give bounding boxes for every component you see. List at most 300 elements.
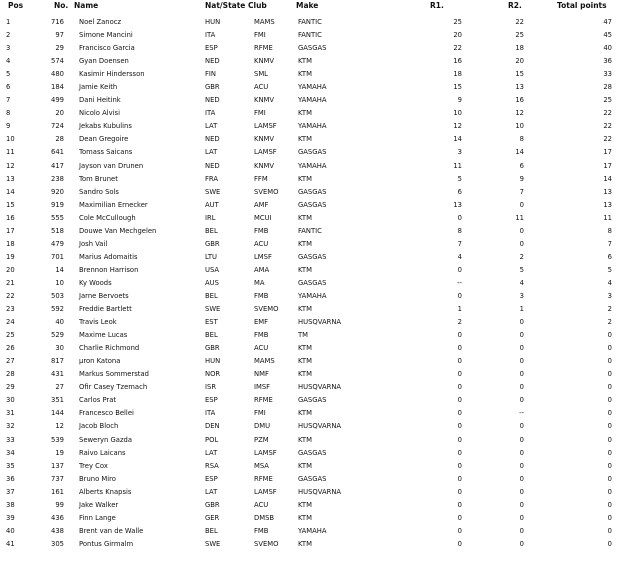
cell-number: 641: [51, 148, 64, 157]
cell-r1: 6: [457, 187, 462, 196]
cell-r1: 0: [457, 422, 462, 431]
cell-r1: 2: [457, 318, 462, 327]
cell-pos: 20: [6, 265, 15, 274]
cell-number: 351: [51, 396, 64, 405]
table-row: [0, 473, 621, 486]
cell-pos: 14: [6, 187, 15, 196]
cell-pos: 26: [6, 344, 15, 353]
cell-r2: 0: [519, 239, 524, 248]
cell-total: 17: [603, 148, 612, 157]
table-row: [0, 434, 621, 447]
cell-rider-name: Trey Cox: [79, 461, 108, 470]
cell-rider-name: Carlos Prat: [79, 396, 117, 405]
header-name: Name: [74, 1, 99, 10]
cell-club: RFME: [254, 44, 273, 53]
cell-pos: 41: [6, 539, 15, 548]
cell-rider-name: Alberts Knapsis: [79, 487, 132, 496]
cell-club: LAMSF: [254, 122, 277, 131]
cell-club: AMF: [254, 200, 269, 209]
cell-number: 12: [55, 422, 64, 431]
cell-make: GASGAS: [298, 252, 327, 261]
cell-make: KTM: [298, 57, 312, 66]
cell-make: YAMAHA: [298, 96, 327, 105]
cell-pos: 3: [6, 44, 11, 53]
cell-nat: NED: [205, 161, 220, 170]
cell-make: GASGAS: [298, 396, 327, 405]
cell-pos: 36: [6, 474, 15, 483]
cell-pos: 24: [6, 318, 15, 327]
cell-pos: 16: [6, 213, 15, 222]
cell-rider-name: Marius Adomaitis: [79, 252, 138, 261]
cell-nat: ESP: [205, 474, 218, 483]
cell-r2: 0: [519, 461, 524, 470]
cell-number: 518: [51, 226, 64, 235]
table-row: [0, 264, 621, 277]
cell-make: KTM: [298, 70, 312, 79]
cell-number: 592: [51, 305, 64, 314]
table-row: [0, 407, 621, 420]
cell-r1: 3: [457, 148, 462, 157]
cell-r2: 22: [515, 18, 524, 26]
cell-total: 3: [607, 291, 612, 300]
cell-r1: 5: [457, 174, 462, 183]
cell-nat: ISR: [205, 383, 217, 392]
cell-r1: 0: [457, 357, 462, 366]
cell-r2: 2: [519, 252, 524, 261]
cell-make: KTM: [298, 500, 312, 509]
cell-r2: 16: [515, 96, 524, 105]
header-make: Make: [296, 1, 319, 10]
cell-r1: 20: [453, 31, 462, 40]
cell-make: FANTIC: [298, 18, 322, 26]
cell-r1: 0: [457, 461, 462, 470]
cell-club: LMSF: [254, 252, 272, 261]
header-r1: R1.: [430, 1, 444, 10]
cell-pos: 27: [6, 357, 15, 366]
cell-r1: 0: [457, 409, 462, 418]
cell-make: GASGAS: [298, 148, 327, 157]
cell-r2: 0: [519, 513, 524, 522]
cell-pos: 30: [6, 396, 15, 405]
cell-rider-name: Jake Walker: [79, 500, 119, 509]
table-row: [0, 94, 621, 107]
cell-r2: 1: [519, 305, 524, 314]
cell-nat: BEL: [205, 226, 218, 235]
cell-club: FMB: [254, 331, 269, 340]
cell-number: 539: [51, 435, 64, 444]
cell-r2: 18: [515, 44, 524, 53]
cell-nat: LTU: [205, 252, 217, 261]
cell-pos: 25: [6, 331, 15, 340]
cell-nat: BEL: [205, 331, 218, 340]
cell-make: GASGAS: [298, 448, 327, 457]
cell-pos: 34: [6, 448, 15, 457]
cell-club: KNMV: [254, 57, 275, 66]
cell-club: FMB: [254, 526, 269, 535]
table-row: [0, 186, 621, 199]
table-row: [0, 290, 621, 303]
table-row: [0, 173, 621, 186]
cell-r2: 6: [519, 161, 524, 170]
cell-total: 0: [607, 357, 612, 366]
cell-make: KTM: [298, 344, 312, 353]
cell-rider-name: Raivo Laicans: [79, 448, 126, 457]
cell-rider-name: Brent van de Walle: [79, 526, 144, 535]
cell-r1: 0: [457, 526, 462, 535]
cell-r1: 0: [457, 500, 462, 509]
cell-pos: 32: [6, 422, 15, 431]
cell-nat: NED: [205, 57, 220, 66]
table-row: [0, 512, 621, 525]
cell-number: 574: [51, 57, 64, 66]
cell-pos: 33: [6, 435, 15, 444]
table-row: [0, 368, 621, 381]
cell-total: 0: [607, 344, 612, 353]
table-row: [0, 68, 621, 81]
cell-club: MAMS: [254, 357, 275, 366]
cell-r2: 0: [519, 331, 524, 340]
header-total: Total points: [557, 1, 607, 10]
cell-r1: 22: [453, 44, 462, 53]
cell-nat: GBR: [205, 344, 220, 353]
cell-rider-name: Jamie Keith: [79, 83, 118, 92]
cell-rider-name: Finn Lange: [79, 513, 116, 522]
cell-number: 529: [51, 331, 64, 340]
cell-r1: 0: [457, 396, 462, 405]
cell-r2: 13: [515, 83, 524, 92]
cell-make: KTM: [298, 265, 312, 274]
table-row: [0, 16, 621, 29]
cell-make: KTM: [298, 409, 312, 418]
cell-pos: 8: [6, 109, 11, 118]
cell-r2: 0: [519, 383, 524, 392]
cell-pos: 9: [6, 122, 11, 131]
cell-pos: 40: [6, 526, 15, 535]
cell-r2: 15: [515, 70, 524, 79]
cell-nat: GER: [205, 513, 220, 522]
cell-number: 436: [51, 513, 64, 522]
cell-club: ACU: [254, 83, 269, 92]
table-row: [0, 238, 621, 251]
cell-number: 920: [51, 187, 64, 196]
cell-r2: 0: [519, 318, 524, 327]
cell-make: YAMAHA: [298, 83, 327, 92]
cell-total: 0: [607, 409, 612, 418]
table-header: [0, 0, 621, 12]
cell-r2: 0: [519, 526, 524, 535]
table-row: [0, 342, 621, 355]
cell-r1: 14: [453, 135, 462, 144]
cell-club: AMA: [254, 265, 270, 274]
cell-total: 13: [603, 200, 612, 209]
cell-r1: 9: [457, 96, 462, 105]
cell-r2: 3: [519, 291, 524, 300]
cell-total: 0: [607, 448, 612, 457]
cell-club: KNMV: [254, 161, 275, 170]
cell-r2: 0: [519, 357, 524, 366]
cell-nat: FRA: [205, 174, 219, 183]
cell-club: ACU: [254, 239, 269, 248]
cell-club: MA: [254, 278, 265, 287]
cell-number: 438: [51, 526, 64, 535]
cell-r2: 0: [519, 500, 524, 509]
cell-r1: 25: [453, 18, 462, 26]
cell-nat: ITA: [205, 31, 216, 40]
table-body: [0, 16, 621, 551]
table-row: [0, 55, 621, 68]
cell-rider-name: Pontus Girmalm: [79, 539, 134, 548]
cell-r2: 12: [515, 109, 524, 118]
cell-pos: 35: [6, 461, 15, 470]
cell-make: KTM: [298, 174, 312, 183]
cell-number: 701: [51, 252, 64, 261]
cell-make: GASGAS: [298, 474, 327, 483]
cell-r2: 0: [519, 448, 524, 457]
cell-total: 0: [607, 487, 612, 496]
cell-club: LAMSF: [254, 148, 277, 157]
cell-number: 480: [51, 70, 64, 79]
cell-r2: 11: [515, 213, 524, 222]
cell-total: 0: [607, 461, 612, 470]
cell-club: IMSF: [254, 383, 271, 392]
header-r2: R2.: [508, 1, 522, 10]
cell-pos: 4: [6, 57, 11, 66]
cell-rider-name: Francesco Bellei: [79, 409, 134, 418]
cell-nat: GBR: [205, 239, 220, 248]
cell-rider-name: Maximilian Ernecker: [79, 200, 148, 209]
cell-rider-name: µron Katona: [79, 357, 121, 366]
cell-nat: AUT: [205, 200, 219, 209]
cell-r1: 0: [457, 474, 462, 483]
cell-nat: NED: [205, 96, 220, 105]
cell-rider-name: Tomass Saicans: [79, 148, 133, 157]
cell-make: GASGAS: [298, 44, 327, 53]
cell-pos: 19: [6, 252, 15, 261]
cell-pos: 29: [6, 383, 15, 392]
cell-pos: 39: [6, 513, 15, 522]
cell-make: GASGAS: [298, 278, 327, 287]
cell-pos: 28: [6, 370, 15, 379]
cell-rider-name: Josh Vail: [79, 239, 108, 248]
cell-number: 716: [51, 18, 64, 26]
cell-rider-name: Noel Zanocz: [79, 18, 122, 26]
table-row: [0, 329, 621, 342]
cell-r1: 0: [457, 448, 462, 457]
cell-club: FMB: [254, 291, 269, 300]
table-row: [0, 538, 621, 551]
cell-make: KTM: [298, 135, 312, 144]
cell-r1: 0: [457, 513, 462, 522]
cell-club: LAMSF: [254, 448, 277, 457]
cell-total: 22: [603, 122, 612, 131]
cell-make: TM: [298, 331, 309, 340]
header-no: No.: [54, 1, 69, 10]
cell-club: PZM: [254, 435, 269, 444]
cell-r1: 0: [457, 291, 462, 300]
cell-club: SVEMO: [254, 539, 279, 548]
cell-total: 2: [607, 318, 612, 327]
cell-make: KTM: [298, 370, 312, 379]
cell-total: 40: [603, 44, 612, 53]
cell-r1: --: [457, 278, 462, 287]
cell-make: YAMAHA: [298, 291, 327, 300]
cell-pos: 1: [6, 18, 11, 26]
cell-rider-name: Charlie Richmond: [79, 344, 140, 353]
cell-total: 0: [607, 383, 612, 392]
cell-total: 6: [607, 252, 612, 261]
table-row: [0, 394, 621, 407]
cell-r1: 4: [457, 252, 462, 261]
cell-r1: 0: [457, 435, 462, 444]
cell-r2: 0: [519, 344, 524, 353]
cell-rider-name: Jayson van Drunen: [79, 161, 144, 170]
cell-make: KTM: [298, 213, 312, 222]
cell-club: RFME: [254, 396, 273, 405]
cell-pos: 10: [6, 135, 15, 144]
table-row: [0, 355, 621, 368]
cell-r2: 20: [515, 57, 524, 66]
cell-nat: GBR: [205, 500, 220, 509]
cell-make: GASGAS: [298, 187, 327, 196]
cell-total: 0: [607, 526, 612, 535]
cell-total: 28: [603, 83, 612, 92]
cell-r2: 8: [519, 135, 524, 144]
cell-r1: 18: [453, 70, 462, 79]
cell-total: 45: [603, 31, 612, 40]
cell-r2: 9: [519, 174, 524, 183]
cell-r1: 13: [453, 200, 462, 209]
cell-rider-name: Travis Leok: [79, 318, 117, 327]
table-row: [0, 525, 621, 538]
cell-r1: 0: [457, 487, 462, 496]
cell-number: 28: [55, 135, 64, 144]
cell-nat: FIN: [205, 70, 216, 79]
cell-number: 737: [51, 474, 64, 483]
cell-number: 137: [51, 461, 64, 470]
cell-total: 0: [607, 539, 612, 548]
cell-make: FANTIC: [298, 226, 322, 235]
cell-number: 29: [55, 44, 64, 53]
cell-r2: 0: [519, 370, 524, 379]
cell-rider-name: Douwe Van Mechgelen: [79, 226, 157, 235]
cell-nat: POL: [205, 435, 219, 444]
cell-nat: LAT: [205, 122, 218, 131]
cell-number: 20: [55, 109, 64, 118]
cell-r2: 0: [519, 487, 524, 496]
cell-rider-name: Kasimir Hindersson: [79, 70, 145, 79]
cell-total: 0: [607, 513, 612, 522]
cell-club: FMI: [254, 409, 266, 418]
cell-club: FMI: [254, 31, 266, 40]
cell-rider-name: Brennon Harrison: [79, 265, 139, 274]
cell-rider-name: Bruno Miro: [79, 474, 116, 483]
cell-make: KTM: [298, 305, 312, 314]
cell-number: 817: [51, 357, 64, 366]
cell-club: NMF: [254, 370, 269, 379]
cell-total: 36: [603, 57, 612, 66]
cell-club: MCUI: [254, 213, 272, 222]
cell-pos: 17: [6, 226, 15, 235]
cell-pos: 37: [6, 487, 15, 496]
cell-number: 479: [51, 239, 64, 248]
cell-make: YAMAHA: [298, 122, 327, 131]
cell-club: MAMS: [254, 18, 275, 26]
cell-r2: 25: [515, 31, 524, 40]
cell-club: RFME: [254, 474, 273, 483]
cell-pos: 11: [6, 148, 15, 157]
cell-nat: IRL: [205, 213, 216, 222]
cell-rider-name: Sandro Sols: [79, 187, 119, 196]
cell-total: 25: [603, 96, 612, 105]
cell-r2: 0: [519, 200, 524, 209]
table-row: [0, 120, 621, 133]
cell-pos: 23: [6, 305, 15, 314]
cell-make: KTM: [298, 461, 312, 470]
cell-total: 47: [603, 18, 612, 26]
cell-rider-name: Cole McCullough: [79, 213, 136, 222]
cell-make: KTM: [298, 357, 312, 366]
cell-rider-name: Maxime Lucas: [79, 331, 128, 340]
table-row: [0, 447, 621, 460]
cell-rider-name: Francisco Garcia: [79, 44, 135, 53]
cell-number: 503: [51, 291, 64, 300]
cell-r1: 1: [457, 305, 462, 314]
table-row: [0, 160, 621, 173]
table-row: [0, 29, 621, 42]
cell-total: 0: [607, 500, 612, 509]
cell-r2: 0: [519, 226, 524, 235]
cell-pos: 21: [6, 278, 15, 287]
cell-make: HUSQVARNA: [298, 383, 342, 392]
cell-number: 184: [51, 83, 64, 92]
cell-nat: LAT: [205, 448, 218, 457]
cell-r1: 11: [453, 161, 462, 170]
cell-total: 22: [603, 135, 612, 144]
cell-number: 99: [55, 500, 64, 509]
cell-total: 13: [603, 187, 612, 196]
cell-number: 19: [55, 448, 64, 457]
cell-club: FMB: [254, 226, 269, 235]
cell-number: 10: [55, 278, 64, 287]
cell-number: 919: [51, 200, 64, 209]
cell-rider-name: Jacob Bloch: [79, 422, 119, 431]
cell-total: 22: [603, 109, 612, 118]
table-row: [0, 133, 621, 146]
cell-nat: SWE: [205, 539, 221, 548]
cell-club: FMI: [254, 109, 266, 118]
cell-total: 11: [603, 213, 612, 222]
table-row: [0, 42, 621, 55]
cell-make: FANTIC: [298, 31, 322, 40]
cell-r1: 12: [453, 122, 462, 131]
cell-pos: 6: [6, 83, 11, 92]
cell-total: 33: [603, 70, 612, 79]
cell-rider-name: Gyan Doensen: [79, 57, 129, 66]
cell-r1: 8: [457, 226, 462, 235]
cell-r2: 14: [515, 148, 524, 157]
cell-r2: 0: [519, 422, 524, 431]
cell-club: FFM: [254, 174, 268, 183]
cell-club: SML: [254, 70, 268, 79]
cell-pos: 38: [6, 500, 15, 509]
cell-nat: EST: [205, 318, 218, 327]
cell-nat: NED: [205, 135, 220, 144]
cell-rider-name: Jekabs Kubulins: [79, 122, 132, 131]
cell-make: HUSQVARNA: [298, 318, 342, 327]
cell-r2: 4: [519, 278, 524, 287]
table-row: [0, 146, 621, 159]
table-row: [0, 212, 621, 225]
